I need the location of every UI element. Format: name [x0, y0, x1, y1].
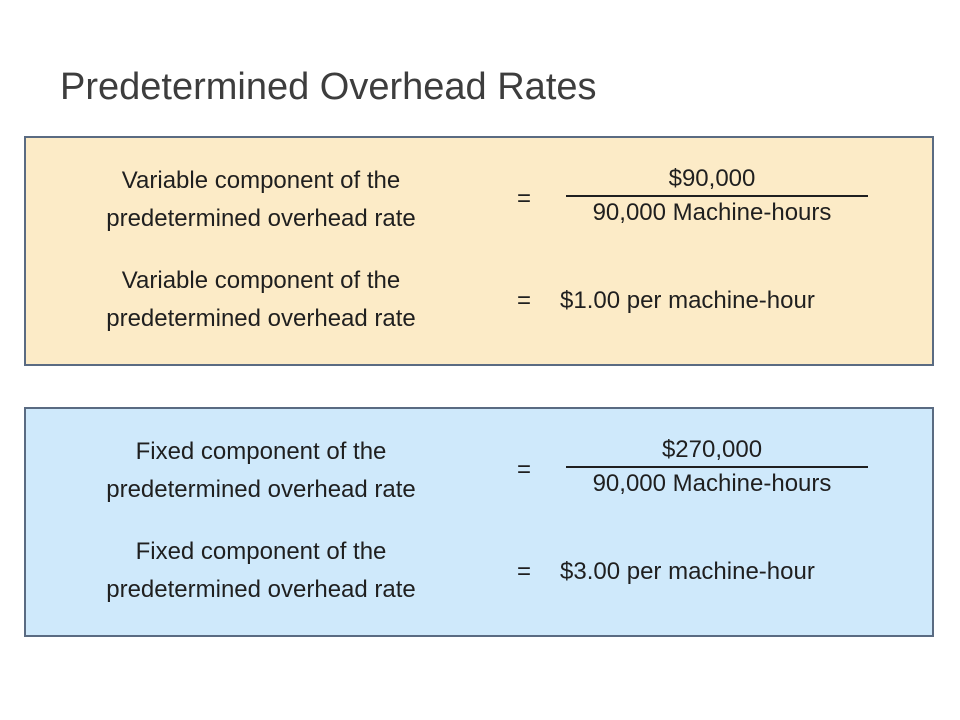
equals-sign: =: [516, 456, 531, 483]
fraction-numerator: $90,000: [668, 165, 756, 192]
fixed-rate-label-line2: predetermined overhead rate: [106, 476, 416, 503]
variable-rate-result-label-line1: Variable component of the: [121, 267, 401, 294]
fixed-rate-result-label: [26, 533, 496, 609]
variable-rate-label-line1: Variable component of the: [121, 167, 401, 194]
variable-rate-result: $1.00 per machine-hour: [560, 287, 815, 314]
variable-rate-result-label-line2: predetermined overhead rate: [106, 305, 416, 332]
fraction-numerator: $270,000: [661, 436, 763, 463]
fraction-denominator: 90,000 Machine-hours: [592, 199, 832, 226]
page-title: Predetermined Overhead Rates: [60, 66, 597, 108]
fixed-rate-result-label-line2: predetermined overhead rate: [106, 576, 416, 603]
variable-rate-label: [26, 162, 496, 238]
variable-component-panel: [24, 136, 934, 366]
fixed-rate-result-label-line1: Fixed component of the: [135, 538, 387, 565]
fixed-rate-label-line1: Fixed component of the: [135, 438, 387, 465]
fixed-rate-result: $3.00 per machine-hour: [560, 558, 815, 585]
equals-sign: =: [516, 185, 531, 212]
fixed-component-panel: [24, 407, 934, 637]
variable-rate-label-line2: predetermined overhead rate: [106, 205, 416, 232]
variable-rate-result-label: [26, 262, 496, 338]
fraction-denominator: 90,000 Machine-hours: [592, 470, 832, 497]
fixed-rate-label: [26, 433, 496, 509]
equals-sign: =: [516, 287, 531, 314]
equals-sign: =: [516, 558, 531, 585]
